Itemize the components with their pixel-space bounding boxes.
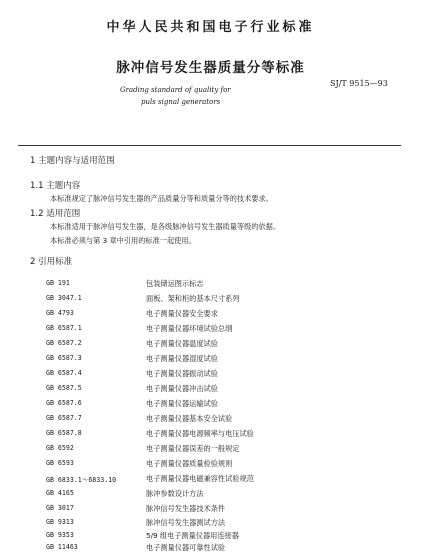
section-1-2-text-1: 本标准适用于脉冲信号发生器，是各级脉冲信号发生器质量等级的依据。 [50, 222, 281, 231]
reference-code: GB 6833.1～6833.10 [46, 476, 117, 484]
section-2-heading: 2 引用标准 [30, 257, 73, 267]
reference-name: 电子测量仪器运输试验 [146, 399, 218, 408]
reference-row [46, 444, 386, 454]
reference-code: GB 6587.4 [46, 369, 82, 377]
reference-name: 脉冲信号发生器技术条件 [146, 504, 226, 513]
reference-row [46, 414, 386, 424]
standard-category-header: 中华人民共和国电子行业标准 [106, 20, 315, 35]
reference-name: 电子测量仪器质量检验规则 [146, 459, 233, 468]
reference-row [46, 504, 386, 514]
reference-name: 电子测量仪器湿度试验 [146, 354, 218, 363]
reference-code: GB 6593 [46, 459, 74, 467]
english-title-line-2: puls signal generators [141, 98, 221, 106]
document-title: 脉冲信号发生器质量分等标准 [116, 60, 305, 76]
reference-name: 电子测量仪器电磁兼容性试验规范 [146, 474, 254, 483]
reference-row [46, 294, 386, 304]
reference-row [46, 399, 386, 409]
reference-code: GB 4165 [46, 489, 74, 497]
reference-name: 脉冲信号发生器测试方法 [146, 518, 226, 527]
reference-name: 电子测量仪器可靠性试验 [146, 543, 226, 552]
reference-code: GB 6587.5 [46, 384, 82, 392]
reference-code: GB 3047.1 [46, 294, 82, 302]
reference-code: GB 191 [46, 279, 70, 287]
reference-name: 电子测量仪器误差的一般规定 [146, 444, 240, 453]
reference-row [46, 459, 386, 469]
reference-code: GB 4793 [46, 309, 74, 317]
reference-row [46, 369, 386, 379]
header-divider [18, 145, 401, 146]
standard-code: SJ/T 9515—93 [330, 79, 388, 88]
reference-name: 脉冲参数设计方法 [146, 489, 204, 498]
reference-code: GB 11463 [46, 543, 78, 551]
reference-row [46, 474, 386, 484]
reference-row [46, 543, 386, 553]
reference-name: 5/9 组电子测量仪器用连接器 [146, 531, 239, 540]
reference-code: GB 6587.7 [46, 414, 82, 422]
reference-code: GB 9353 [46, 531, 74, 539]
reference-name: 电子测量仪器基本安全试验 [146, 414, 233, 423]
reference-row [46, 339, 386, 349]
reference-code: GB 6587.2 [46, 339, 82, 347]
reference-code: GB 3017 [46, 504, 74, 512]
reference-code: GB 6587.1 [46, 324, 82, 332]
reference-name: 电子测量仪器振动试验 [146, 369, 218, 378]
reference-name: 电子测量仪器温度试验 [146, 339, 218, 348]
reference-code: GB 9313 [46, 518, 74, 526]
reference-name: 电子测量仪器冲击试验 [146, 384, 218, 393]
reference-row [46, 429, 386, 439]
reference-name: 电子测量仪器安全要求 [146, 309, 218, 318]
reference-row [46, 309, 386, 319]
reference-row [46, 531, 386, 541]
english-title-line-1: Grading standard of quality for [120, 86, 231, 94]
reference-row [46, 324, 386, 334]
reference-code: GB 6592 [46, 444, 74, 452]
section-1-2-text-2: 本标准必须与第 3 章中引用的标准一起使用。 [50, 236, 196, 245]
reference-code: GB 6587.8 [46, 429, 82, 437]
reference-code: GB 6587.3 [46, 354, 82, 362]
reference-row [46, 354, 386, 364]
reference-name: 电子测量仪器环境试验总纲 [146, 324, 233, 333]
reference-name: 面板、架和柜的基本尺寸系列 [146, 294, 240, 303]
reference-name: 电子测量仪器电源频率与电压试验 [146, 429, 254, 438]
section-1-heading: 1 主题内容与适用范围 [30, 156, 115, 166]
reference-row [46, 279, 386, 289]
reference-code: GB 6587.6 [46, 399, 82, 407]
reference-row [46, 384, 386, 394]
reference-row [46, 518, 386, 528]
reference-name: 包装储运图示标志 [146, 279, 204, 288]
section-1-1-heading: 1.1 主题内容 [30, 181, 81, 191]
section-1-2-heading: 1.2 适用范围 [30, 209, 81, 219]
section-1-1-text: 本标准规定了脉冲信号发生器的产品质量分等和质量分等的技术要求。 [50, 194, 273, 203]
reference-row [46, 489, 386, 499]
